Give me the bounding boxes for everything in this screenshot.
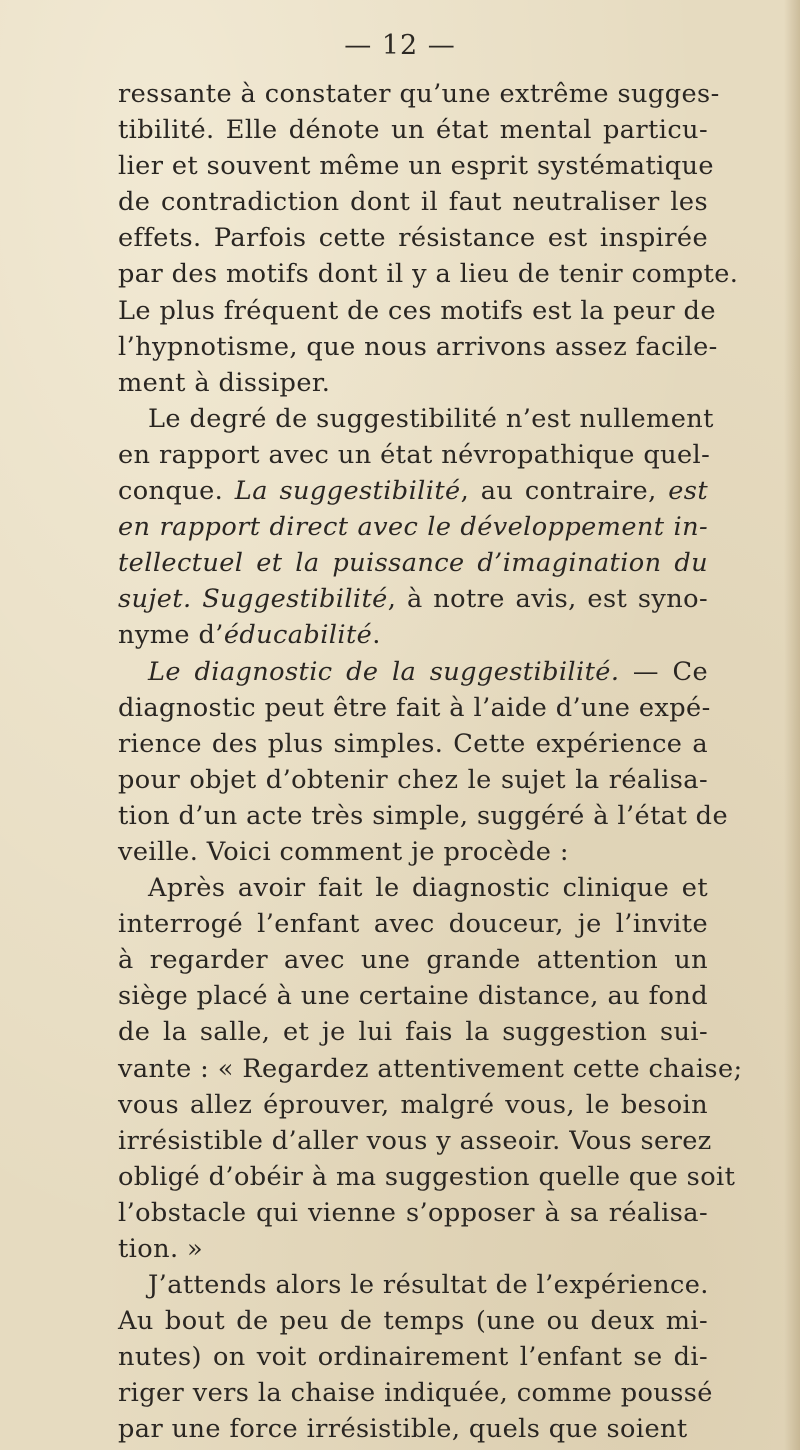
- italic-text: La suggestibilité: [234, 476, 461, 507]
- text-segment: par des motifs dont il y a lieu de tenir compte.: [118, 259, 739, 290]
- text-line: [118, 654, 708, 690]
- text-segment: vous allez éprouver, malgré vous, le besoin: [118, 1089, 708, 1120]
- text-segment: Après avoir fait le diagnostic clinique et: [148, 873, 708, 904]
- text-line: [118, 1375, 713, 1411]
- text-segment: conque.: [118, 476, 235, 507]
- text-line: [118, 184, 708, 220]
- text-segment: , au contraire,: [460, 476, 669, 507]
- text-line: [118, 473, 708, 509]
- text-line: [118, 1159, 736, 1195]
- text-line: [118, 365, 708, 401]
- text-segment: l’hypnotisme, que nous arrivons assez facile-: [118, 331, 718, 362]
- text-segment: .: [372, 620, 381, 651]
- text-line: [118, 112, 708, 148]
- text-line: [118, 617, 708, 653]
- text-segment: rience des plus simples. Cette expérience a: [118, 728, 708, 759]
- text-segment: riger vers la chaise indiquée, comme poussé: [118, 1378, 713, 1409]
- text-line: [118, 437, 711, 473]
- text-line: [118, 545, 708, 581]
- text-line: [118, 148, 714, 184]
- text-segment: tion d’un acte très simple, suggéré à l’état de: [118, 800, 728, 831]
- text-line: [118, 906, 708, 942]
- text-segment: en rapport avec un état névropathique quel-: [118, 439, 711, 470]
- text-segment: irrésistible d’aller vous y asseoir. Vous serez: [118, 1125, 712, 1156]
- text-line: [118, 870, 708, 906]
- text-segment: diagnostic peut être fait à l’aide d’une expé-: [118, 692, 711, 723]
- text-segment: Au bout de peu de temps (une ou deux mi-: [118, 1306, 708, 1337]
- text-line: [118, 76, 720, 112]
- page-edge-shadow: [784, 0, 800, 1450]
- text-segment: obligé d’obéir à ma suggestion quelle que soit: [118, 1161, 736, 1192]
- italic-text: Le diagnostic de la suggestibilité.: [148, 656, 620, 687]
- text-line: [118, 220, 708, 256]
- text-segment: par une force irrésistible, quels que soient: [118, 1414, 688, 1445]
- text-line: [118, 1195, 708, 1231]
- text-line: [118, 942, 708, 978]
- text-line: [118, 256, 739, 292]
- text-line: [118, 1411, 708, 1447]
- text-line: [118, 581, 708, 617]
- text-line: [118, 1051, 743, 1087]
- text-line: [118, 762, 708, 798]
- italic-text: est: [668, 476, 709, 507]
- text-line: [118, 401, 714, 437]
- text-line: [118, 1303, 708, 1339]
- page-number: — 12 —: [344, 30, 456, 61]
- text-line: [118, 798, 728, 834]
- text-segment: à regarder avec une grande attention un: [118, 945, 708, 976]
- text-segment: lier et souvent même un esprit systématique: [118, 151, 714, 182]
- body-text: [118, 76, 743, 1448]
- text-segment: Le degré de suggestibilité n’est nullement: [148, 403, 714, 434]
- text-line: [118, 1339, 708, 1375]
- text-segment: interrogé l’enfant avec douceur, je l’invite: [118, 909, 708, 940]
- italic-text: éducabilité: [223, 620, 373, 651]
- text-segment: pour objet d’obtenir chez le sujet la réalisa-: [118, 764, 708, 795]
- text-segment: l’obstacle qui vienne s’opposer à sa réalisa-: [118, 1197, 708, 1228]
- text-line: [118, 509, 708, 545]
- text-line: [118, 726, 708, 762]
- text-segment: vante : « Regardez attentivement cette chaise;: [118, 1053, 743, 1084]
- text-line: [118, 1014, 708, 1050]
- text-segment: Le plus fréquent de ces motifs est la peur de: [118, 295, 716, 326]
- text-segment: veille. Voici comment je procède :: [118, 836, 569, 867]
- text-line: [118, 978, 708, 1014]
- text-segment: J’attends alors le résultat de l’expérience.: [148, 1270, 709, 1301]
- text-segment: tion. »: [118, 1234, 204, 1264]
- text-segment: — Ce: [619, 656, 708, 687]
- text-line: [118, 329, 718, 365]
- text-segment: nutes) on voit ordinairement l’enfant se di-: [118, 1342, 708, 1373]
- text-line: [118, 1267, 708, 1303]
- text-segment: nyme d’: [118, 620, 224, 651]
- text-line: [118, 690, 711, 726]
- text-segment: de la salle, et je lui fais la suggestion sui-: [118, 1017, 708, 1048]
- text-segment: , à notre avis, est syno-: [387, 584, 708, 615]
- italic-text: tellectuel et la puissance d’imagination du: [118, 548, 708, 579]
- text-segment: ment à dissiper.: [118, 367, 331, 398]
- text-line: [118, 834, 708, 870]
- text-line: [118, 1231, 708, 1267]
- italic-text: en rapport direct avec le développement in-: [118, 512, 708, 543]
- text-segment: effets. Parfois cette résistance est inspirée: [118, 223, 708, 254]
- text-line: [118, 293, 716, 329]
- text-segment: tibilité. Elle dénote un état mental particu-: [118, 115, 708, 146]
- text-segment: siège placé à une certaine distance, au fond: [118, 981, 708, 1012]
- text-segment: ressante à constater qu’une extrême sugges-: [118, 79, 720, 109]
- text-line: [118, 1087, 708, 1123]
- text-line: [118, 1123, 712, 1159]
- italic-text: sujet. Suggestibilité: [118, 584, 388, 615]
- text-segment: de contradiction dont il faut neutraliser les: [118, 187, 708, 218]
